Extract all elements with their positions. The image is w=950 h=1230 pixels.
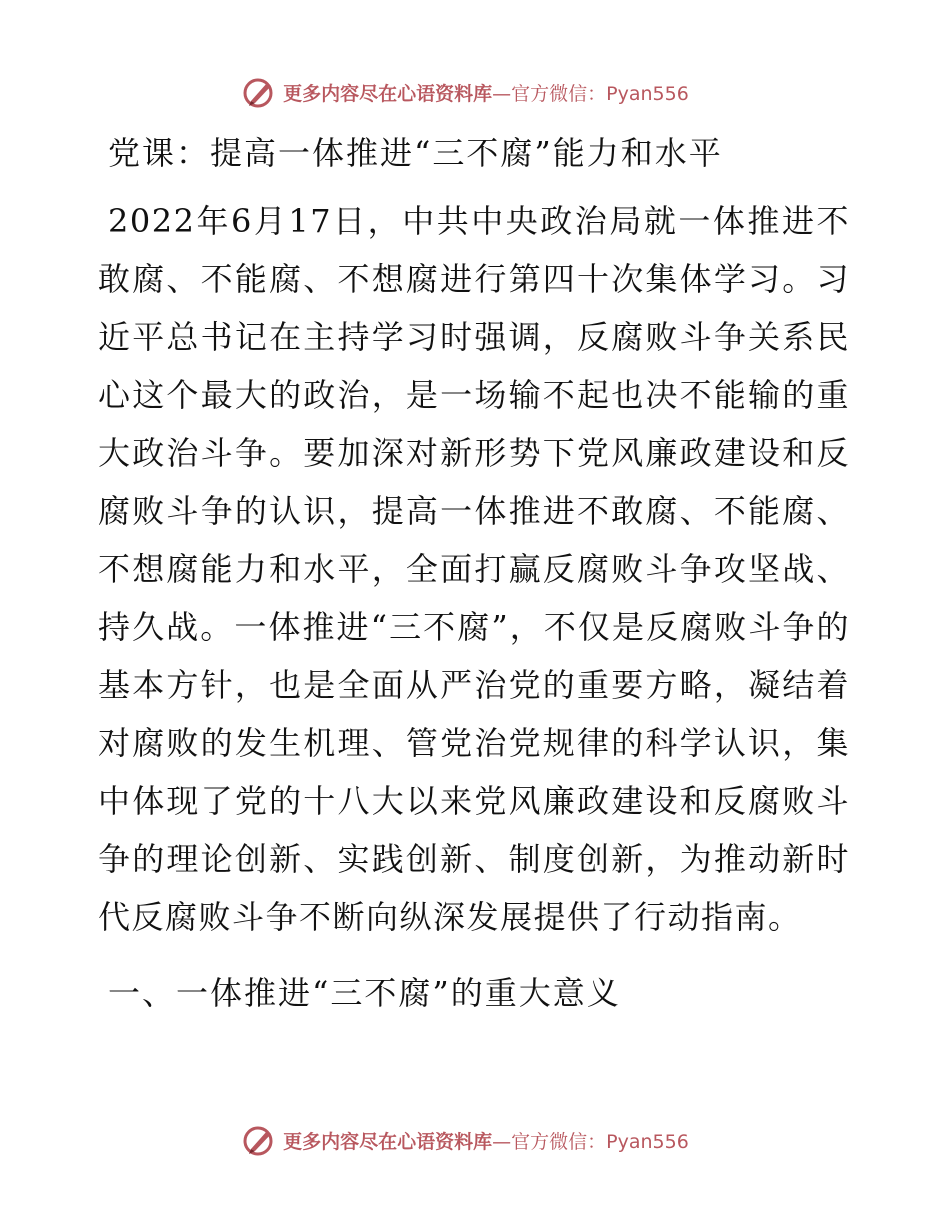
watermark-separator: — <box>492 1130 512 1153</box>
body-paragraph: 2022年6月17日，中共中央政治局就一体推进不敢腐、不能腐、不想腐进行第四十次集体学习。习近平总书记在主持学习时强调，反腐败斗争关系民心这个最大的政治，是一场输不起也决不能输的重大政治斗争。要加深对新形势下党风廉政建设和反腐败斗争的认识，提高一体推进不敢腐、不能腐、不想腐能力和水平，全面打赢反腐败斗争攻坚战、持久战。一体推进“三不腐”，不仅是反腐败斗争的基本方针，也是全面从严治党的重要方略，凝结着对腐败的发生机理、管党治党规律的科学认识，集中体现了党的十八大以来党风廉政建设和反腐败斗争的理论创新、实践创新、制度创新，为推动新时代反腐败斗争不断向纵深发展提供了行动指南。 <box>98 202 850 936</box>
watermark-content <box>241 1122 689 1158</box>
pen-logo-icon <box>241 1122 277 1158</box>
watermark-wechat-text: 官方微信：Pyan556 <box>511 82 689 105</box>
watermark-text <box>283 1127 689 1154</box>
pen-logo-icon <box>241 74 277 110</box>
section-heading: 一、一体推进“三不腐”的重大意义 <box>108 974 621 1012</box>
watermark-main-text: 更多内容尽在心语资料库 <box>283 82 493 105</box>
watermark-content <box>241 74 689 110</box>
document-title: 党课：提高一体推进“三不腐”能力和水平 <box>108 134 723 172</box>
watermark-wechat-text: 官方微信：Pyan556 <box>511 1130 689 1153</box>
footer-watermark <box>0 1120 950 1160</box>
header-watermark <box>0 72 950 112</box>
watermark-separator: — <box>492 82 512 105</box>
watermark-main-text: 更多内容尽在心语资料库 <box>283 1130 493 1153</box>
watermark-text <box>283 79 689 106</box>
